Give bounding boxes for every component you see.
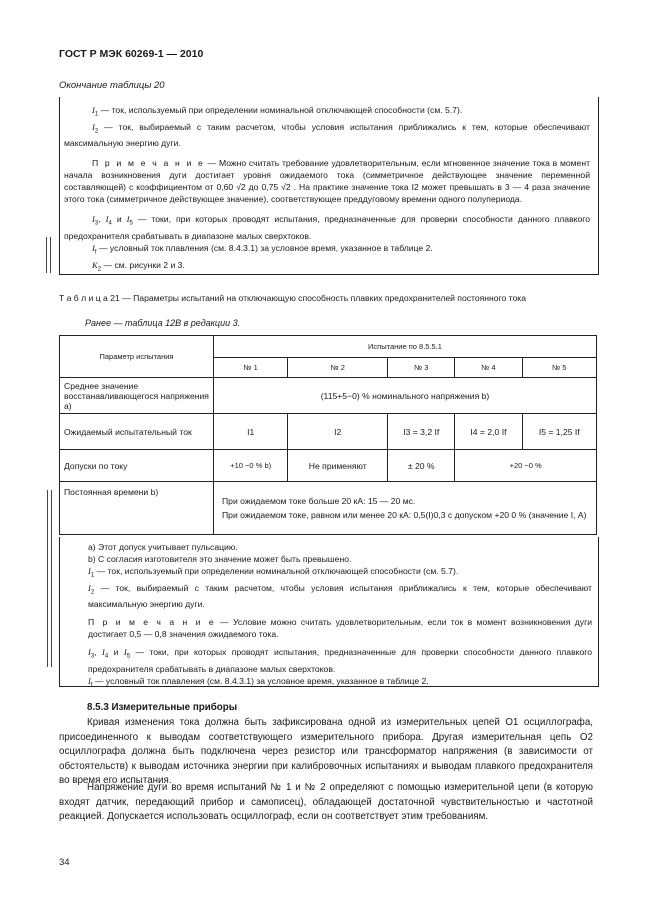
footnote-a: a) Этот допуск учитывает пульсацию. (88, 542, 238, 552)
row-label: Ожидаемый испытательный ток (60, 414, 214, 450)
note-text: П р и м е ч а н и е — Можно считать требование удовлетворительным, если мгновенное значение тока в момент начала возникновения дуги достигает уровня ожидаемого тока (симметричное действующее значение переменной составляющей) с коэффициентом от 0,60 √2 до 0,75 √2 . На практике значение тока I2 может превышать в 3 — 4 раза значение этого тока (симметричное действующее значение), соответствующее преддуговому времени одного полупериода. (64, 158, 591, 205)
cell: I4 = 2,0 If (455, 414, 522, 450)
table21-notes (59, 537, 599, 687)
time-constant-a: При ожидаемом токе больше 20 кА: 15 — 20 мс. (222, 496, 416, 506)
cell: +20 −0 % (455, 450, 597, 482)
row-label: Постоянная времени b) (60, 482, 214, 535)
row-value (214, 482, 597, 535)
row-label: Допуски по току (60, 450, 214, 482)
time-constant-b: При ожидаемом токе, равном или менее 20 кА: 0,5(I)0,3 с допуском +20 0 % (значение I, А) (222, 510, 587, 520)
cell: Не применяют (288, 450, 388, 482)
note-i1: $I_1$ — ток, используемый при определении номинальной отключающей способности (см. 5.7). (92, 105, 463, 118)
table20-footer (59, 97, 599, 275)
note-i2: $I_2$ — ток, выбираемый с таким расчетом, чтобы условия испытания приближались к тем, которые обеспечивают максимальную энергию дуги. (88, 582, 592, 610)
test-header: Испытание по 8.5.5.1 (214, 336, 597, 358)
table21-caption: Т а б л и ц а 21 — Параметры испытаний на отключающую способность плавких предохранителей постоянного тока (59, 293, 527, 303)
cell: I5 = 1,25 If (522, 414, 596, 450)
param-header: Параметр испытания (60, 336, 214, 378)
change-bar (46, 237, 51, 273)
note-if: $I_f$ — условный ток плавления (см. 8.4.3.1) за условное время, указанное в таблице 2. (92, 243, 433, 256)
col-header: № 2 (288, 358, 388, 378)
col-header: № 5 (522, 358, 596, 378)
table21-caption-note: Ранее — таблица 12В в редакции 3. (85, 318, 241, 328)
col-header: № 4 (455, 358, 522, 378)
note-i1: $I_1$ — ток, используемый при определении номинальной отключающей способности (см. 5.7). (88, 566, 459, 579)
col-header: № 1 (214, 358, 288, 378)
document-header: ГОСТ Р МЭК 60269-1 — 2010 (59, 48, 204, 60)
note-if: $I_f$ — условный ток плавления (см. 8.4.3.1) за условное время, указанное в таблице 2. (88, 676, 429, 689)
cell: I3 = 3,2 If (388, 414, 455, 450)
footnote-b: b) С согласия изготовителя это значение может быть превышено. (88, 554, 352, 564)
note-i345: $I_3$, $I_4$ и $I_5$ — токи, при которых проводят испытания, предназначенные для проверки способности данного плавкого предохранителя срабатывать в диапазоне малых сверхтоков. (88, 647, 593, 675)
page-number: 34 (59, 857, 70, 868)
note-k2: $K_2$ — см. рисунки 2 и 3. (92, 259, 185, 273)
table21 (59, 335, 597, 535)
note-i2: $I_2$ — ток, выбираемый с таким расчетом, чтобы условия испытания приближались к тем, которые обеспечивают максимальную энергию дуги. (64, 121, 590, 149)
cell: ± 20 % (388, 450, 455, 482)
cell: +10 −0 % b) (214, 450, 288, 482)
section-paragraph-1: Кривая изменения тока должна быть зафиксирована одной из измерительных цепей O1 осциллографа, присоединенного к выводам соответствующего измерительного прибора. Другая измерительная цепь O2 осциллографа должна быть подключена через резистор или трансформатор напряжения (в зависимости от обстоятельств) к выводам источника энергии при калибровочных испытаниях и выводам плавкого предохранителя во время его испытания. (59, 717, 593, 786)
table-continuation-caption: Окончание таблицы 20 (59, 80, 165, 91)
section-paragraph-2: Напряжение дуги во время испытаний № 1 и № 2 определяют с помощью измерительной цепи (в которую входят датчик, передающий прибор и самописец), обладающей достаточной чувствительностью и частотной реакцией. Допускается использовать осциллограф, если он соответствует этим требованиям. (59, 782, 593, 822)
row-label: Среднее значение восстанавливающегося напряжения a) (60, 378, 214, 414)
section-title: 8.5.3 Измерительные приборы (87, 702, 238, 713)
cell: I1 (214, 414, 288, 450)
row-value: (115+5−0) % номинального напряжения b) (214, 378, 597, 414)
note-i345: $I_3$, $I_4$ и $I_5$ — токи, при которых проводят испытания, предназначенные для проверки способности данного плавкого предохранителя срабатывать в диапазоне малых сверхтоков. (64, 214, 590, 242)
note-text: П р и м е ч а н и е — Условие можно считать удовлетворительным, если ток в момент возникновения дуги достигает 0,5 — 0,8 значения ожидаемого тока. (88, 617, 593, 640)
col-header: № 3 (388, 358, 455, 378)
cell: I2 (288, 414, 388, 450)
change-bar (47, 490, 52, 667)
